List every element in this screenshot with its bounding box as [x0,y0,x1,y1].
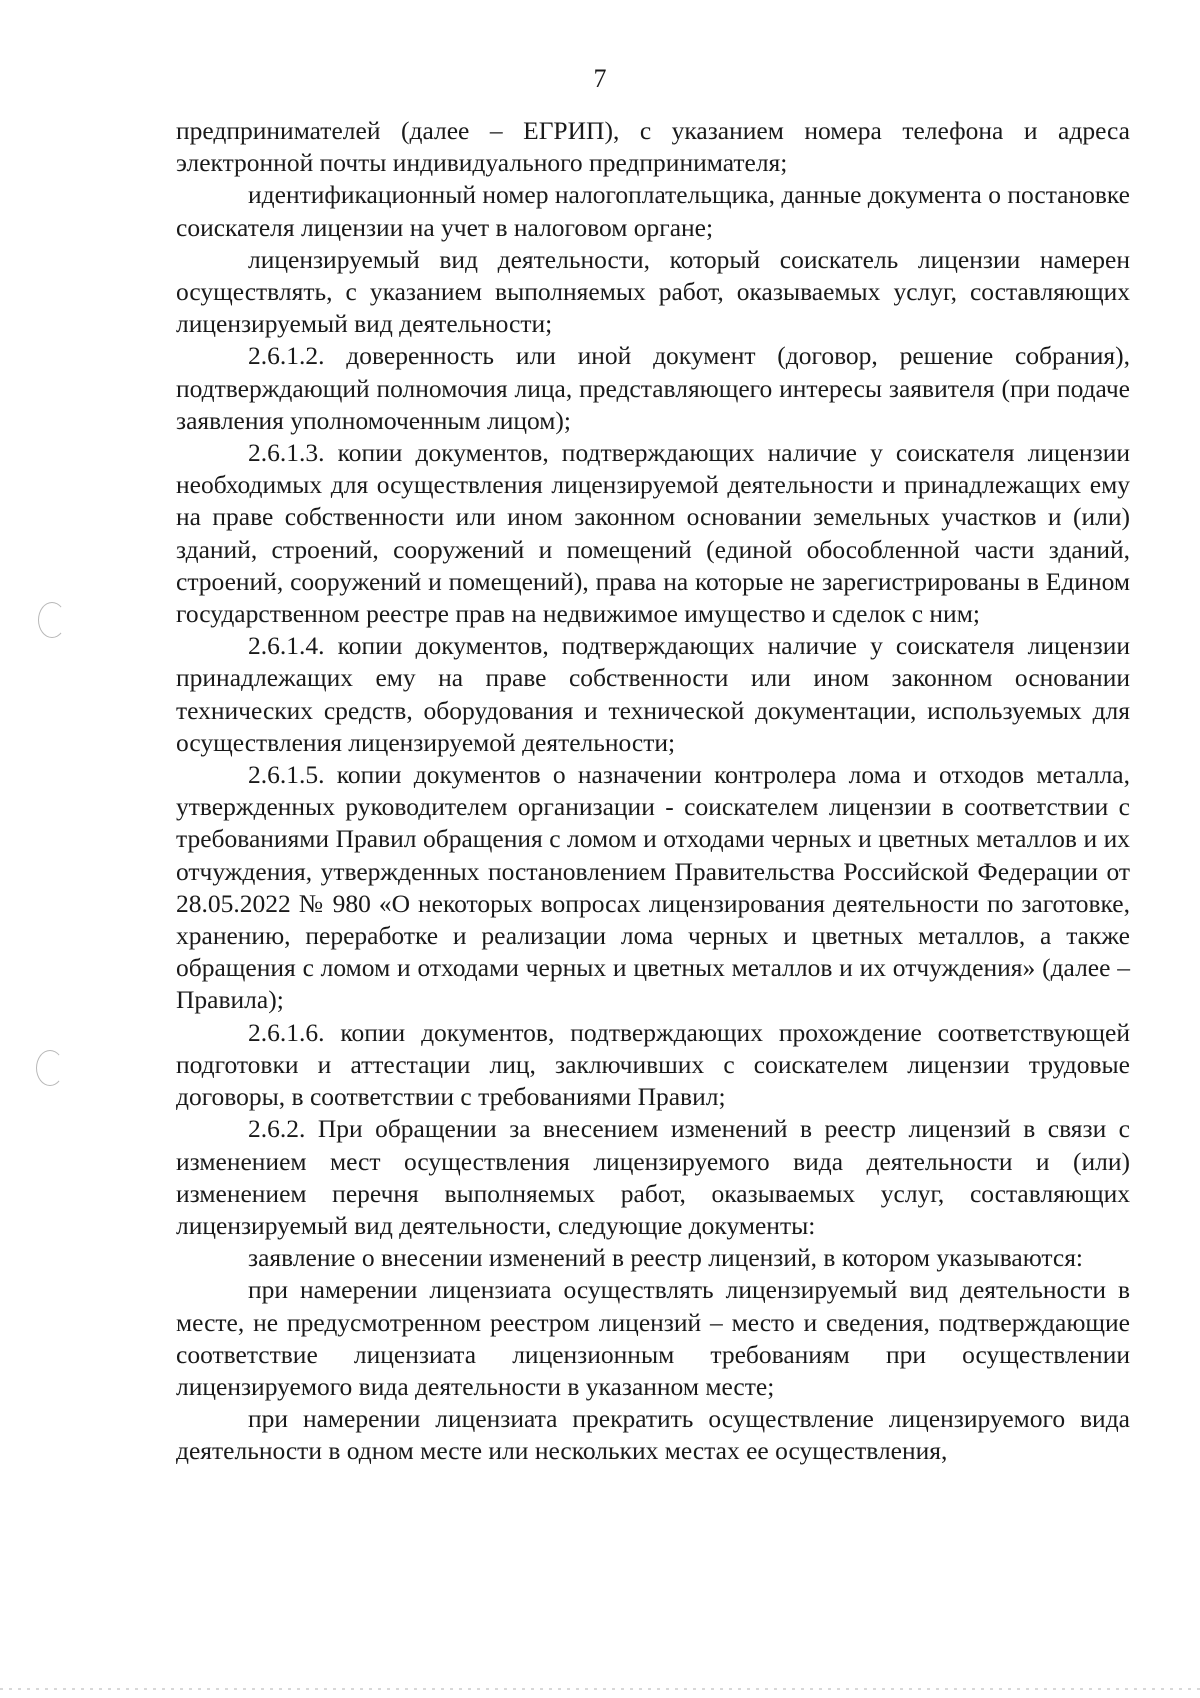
scan-edge-artifact [0,1688,1200,1690]
paragraph-new-location: при намерении лицензиата осуществлять лицензируемый вид деятельности в месте, не предусмотренном реестром лицензий – место и сведения, подтверждающие соответствие лицензиата лицензионным требованиям при осуществлении лицензируемого вида деятельности в указанном месте; [176,1275,1130,1401]
paragraph-change-application: заявление о внесении изменений в реестр лицензий, в котором указываются: [248,1243,1084,1273]
paragraph-2-6-1-4: 2.6.1.4. копии документов, подтверждающих наличие у соискателя лицензии принадлежащих ему на праве собственности или ином законном основании технических средств, оборудования и технической документации, используемых для осуществления лицензируемой деятельности; [176,631,1130,757]
paragraph-inn: идентификационный номер налогоплательщика, данные документа о постановке соискателя лицензии на учет в налоговом органе; [176,180,1130,242]
paragraph-licensed-activity: лицензируемый вид деятельности, который соискатель лицензии намерен осуществлять, с указанием выполняемых работ, оказываемых услуг, составляющих лицензируемый вид деятельности; [176,244,1130,339]
paragraph-2-6-2: 2.6.2. При обращении за внесением изменений в реестр лицензий в связи с изменением мест осуществления лицензируемого вида деятельности и (или) изменением перечня выполняемых работ, оказываемых услуг, составляющих лицензируемый вид деятельности, следующие документы: [176,1114,1130,1240]
punch-hole-mark [38,602,66,638]
paragraph-2-6-1-6: 2.6.1.6. копии документов, подтверждающих прохождение соответствующей подготовки и аттестации лиц, заключивших с соискателем лицензии трудовые договоры, в соответствии с требованиями Правил; [176,1017,1130,1112]
document-body [176,115,1130,1468]
paragraph-2-6-1-2: 2.6.1.2. доверенность или иной документ (договор, решение собрания), подтверждающий полномочия лица, представляющего интересы заявителя (при подаче заявления уполномоченным лицом); [176,341,1130,435]
page-number: 7 [593,64,607,93]
paragraph-cease-location: при намерении лицензиата прекратить осуществление лицензируемого вида деятельности в одном месте или нескольких местах ее осуществления, [176,1404,1130,1466]
paragraph-2-6-1-5: 2.6.1.5. копии документов о назначении контролера лома и отходов металла, утвержденных руководителем организации - соискателем лицензии в соответствии с требованиями Правил обращения с ломом и отходами черных и цветных металлов и их отчуждения, утвержденных постановлением Правительства Российской Федерации от 28.05.2022 № 980 «О некоторых вопросах лицензирования деятельности по заготовке, хранению, переработке и реализации лома черных и цветных металлов, а также обращения с ломом и отходами черных и цветных металлов и их отчуждения» (далее – Правила); [176,760,1130,1015]
paragraph-egrip-contacts: предпринимателей (далее – ЕГРИП), с указанием номера телефона и адреса электронной почты индивидуального предпринимателя; [176,116,1130,178]
punch-hole-mark [36,1050,64,1086]
paragraph-2-6-1-3: 2.6.1.3. копии документов, подтверждающих наличие у соискателя лицензии необходимых для осуществления лицензируемой деятельности и принадлежащих ему на праве собственности или ином законном основании земельных участков и (или) зданий, строений, сооружений и помещений (единой обособленной части зданий, строений, сооружений и помещений), права на которые не зарегистрированы в Едином государственном реестре прав на недвижимое имущество и сделок с ним; [176,438,1130,629]
